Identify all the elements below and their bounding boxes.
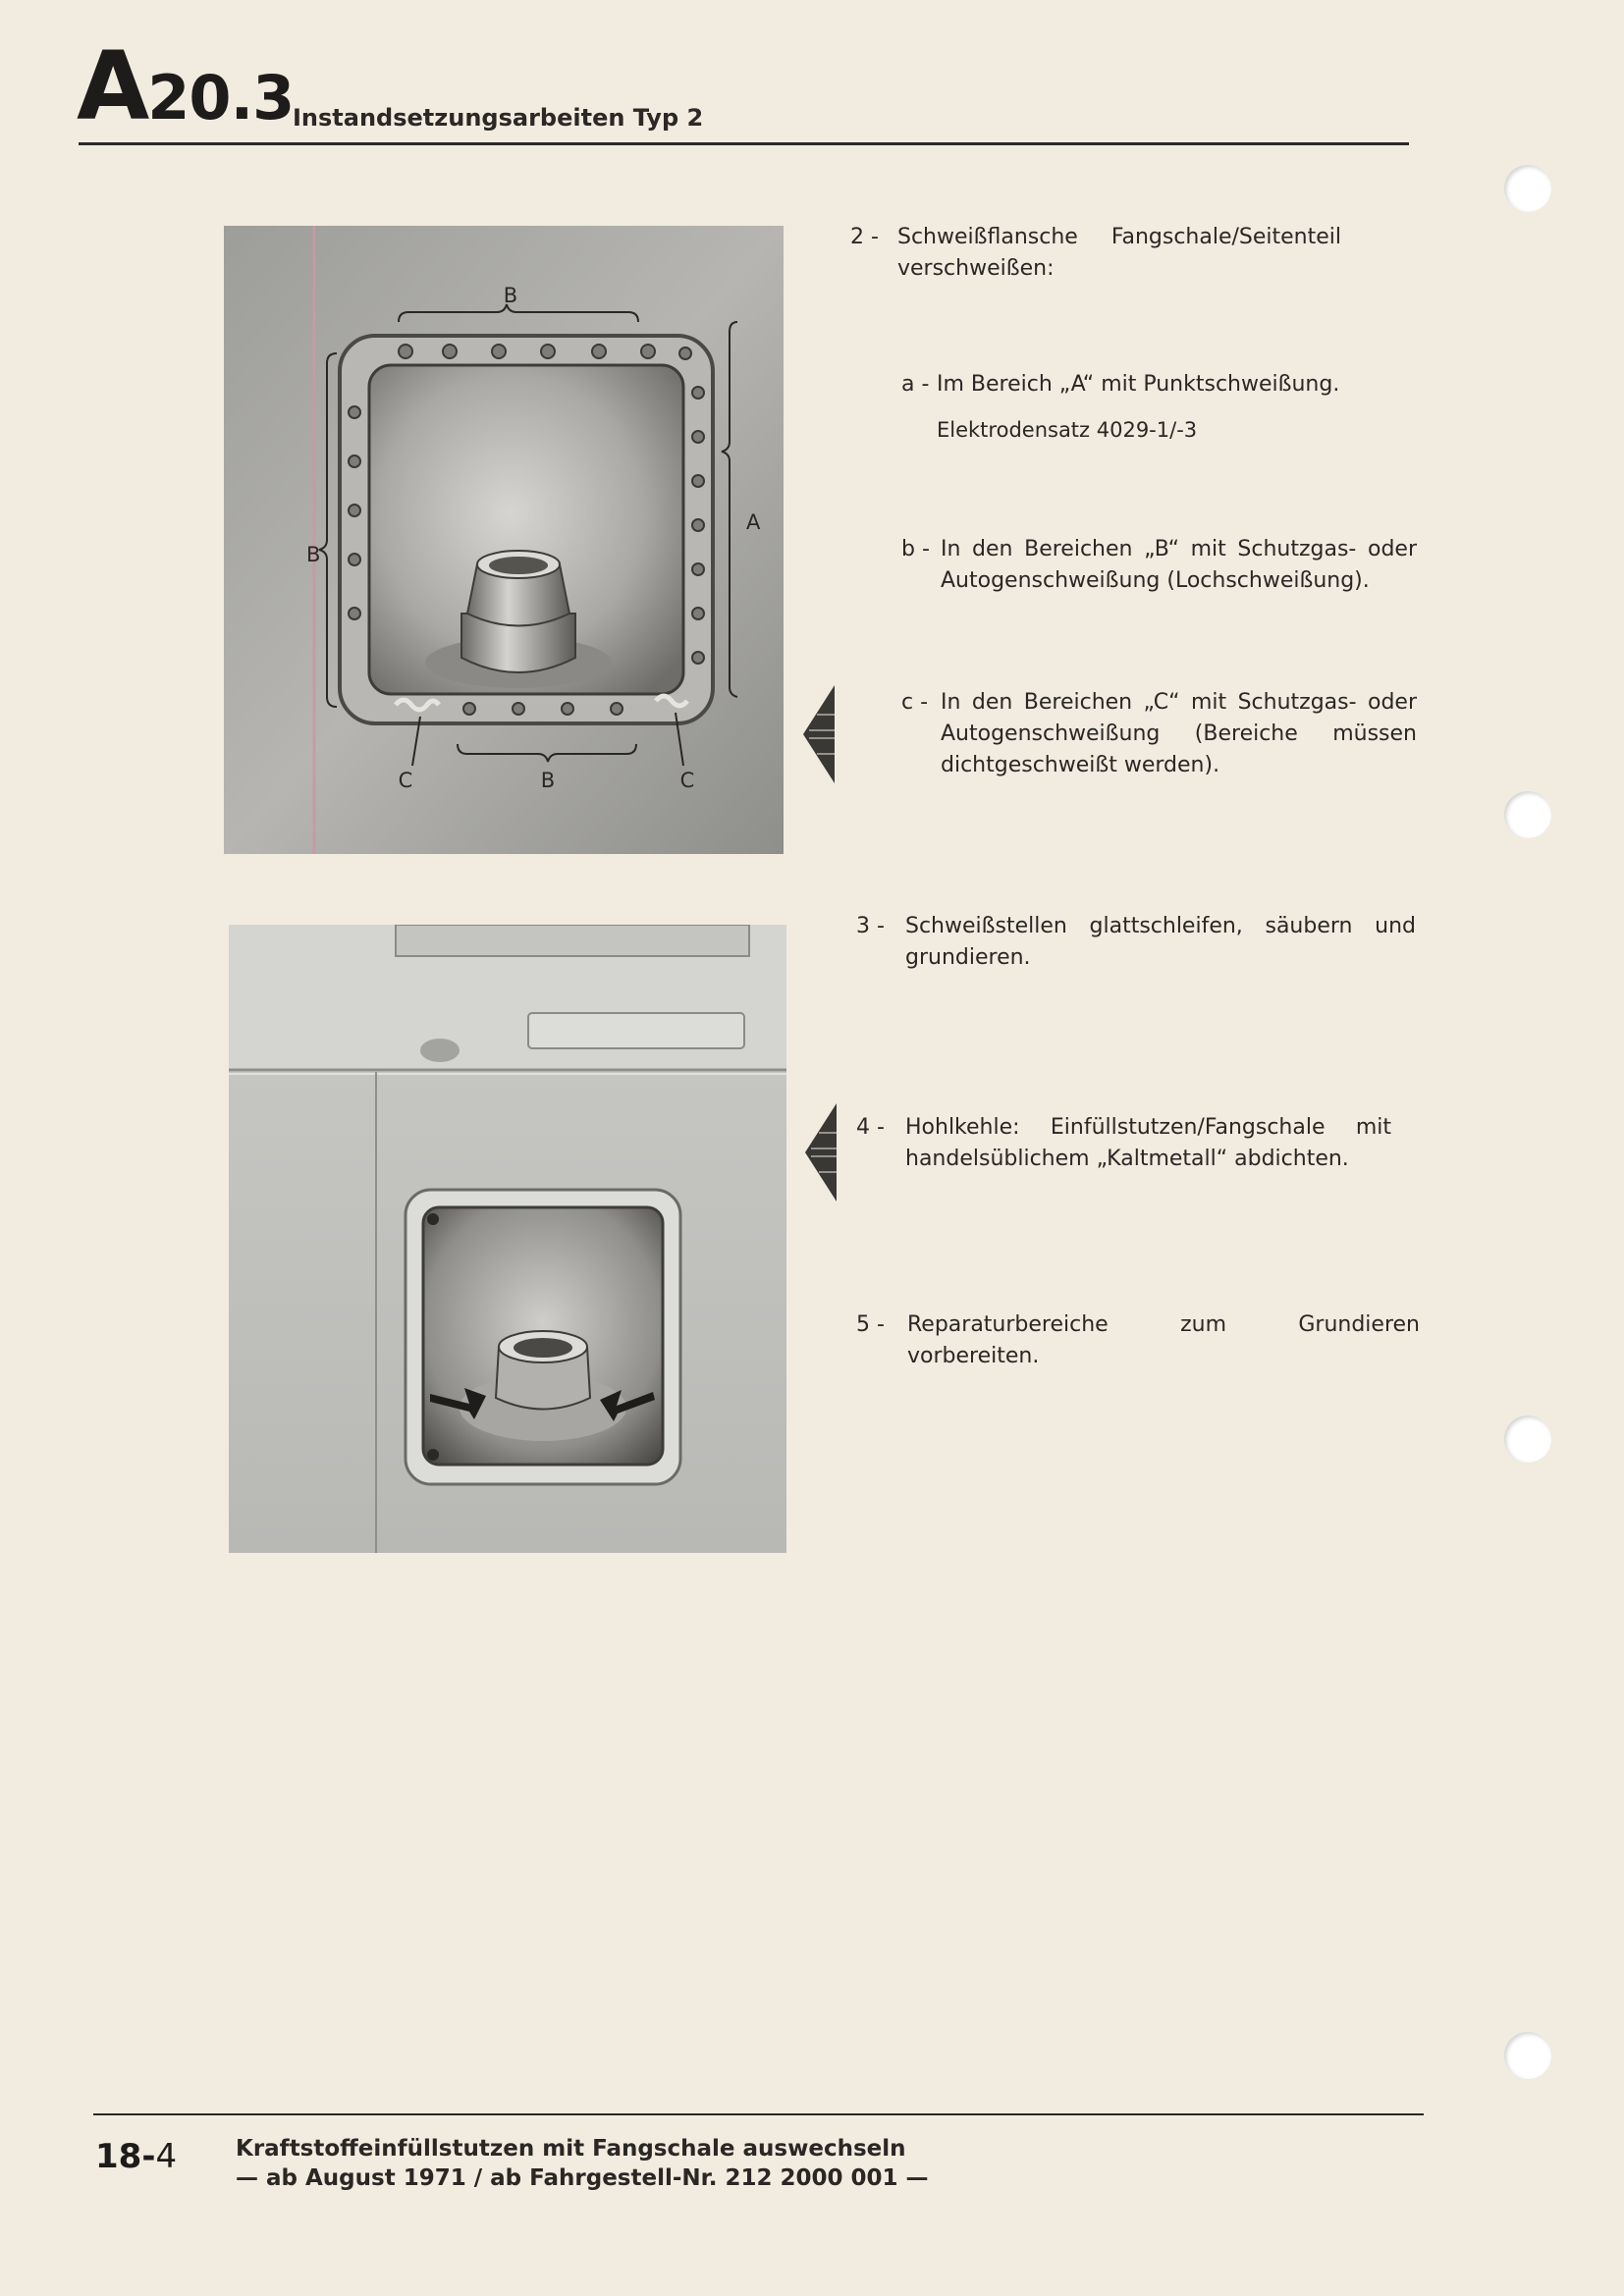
step-2a-text: Im Bereich „A“ mit Punktschweißung. [937, 372, 1340, 397]
figure1-label-c-right: C [679, 769, 695, 792]
figure1-label-b-top: B [503, 284, 518, 307]
step-3-text: Schweißstellen glattschleifen, säubern und grundieren. [905, 914, 1416, 970]
step-2c-marker: c - [901, 690, 929, 715]
step-4-number: 4 - [856, 1115, 885, 1140]
header-rule [79, 142, 1409, 145]
figure1-label-b-bottom: B [540, 769, 556, 792]
punch-hole [1504, 791, 1551, 838]
section-number: 20.3 [147, 62, 295, 133]
step-2a-marker: a - [901, 372, 930, 397]
step-4 [856, 1112, 1391, 1181]
page-number [95, 2137, 177, 2176]
section-letter: A [77, 31, 148, 141]
step-2 [850, 222, 1380, 291]
step-4-text: Hohlkehle: Einfüllstutzen/Fangschale mit handelsüblichem „Kaltmetall“ abdichten. [905, 1115, 1391, 1171]
page-title: Instandsetzungsarbeiten Typ 2 [293, 104, 704, 132]
step-2b-text: In den Bereichen „B“ mit Schutzgas- oder Autogenschweißung (Lochschweißung). [941, 537, 1417, 593]
page-number-sub: 4 [155, 2137, 178, 2176]
step-2c-text: In den Bereichen „C“ mit Schutzgas- oder Autogenschweißung (Bereiche müssen dichtgeschweißt werden). [941, 690, 1417, 777]
step-5 [856, 1309, 1421, 1378]
figure1-label-b-left: B [306, 543, 321, 566]
figure-fangschale-welding [224, 226, 784, 854]
step-2-number: 2 - [850, 225, 879, 249]
figure1-label-c-left: C [398, 769, 413, 792]
step-2b-marker: b - [901, 537, 930, 561]
page-number-main: 18- [95, 2137, 156, 2176]
step-3 [856, 911, 1416, 980]
step-2b [901, 534, 1417, 603]
footer-rule [93, 2113, 1424, 2115]
step-2-text: Schweißflansche Fangschale/Seitenteil verschweißen: [897, 225, 1341, 281]
section-code [77, 31, 295, 141]
step-3-number: 3 - [856, 914, 885, 938]
step-pointer-4 [805, 1103, 837, 1201]
figure1-label-a: A [746, 510, 761, 534]
punch-hole [1504, 1415, 1551, 1463]
footer-subtitle: — ab August 1971 / ab Fahrgestell-Nr. 212 2000 001 — [236, 2165, 929, 2191]
step-2a-note: Elektrodensatz 4029-1/-3 [937, 418, 1198, 442]
step-2c [901, 687, 1417, 785]
step-pointer-2c [803, 685, 835, 783]
punch-hole [1504, 165, 1551, 212]
figure-kaltmetall-sealing [229, 925, 786, 1553]
step-2a [901, 369, 1412, 448]
punch-hole [1504, 2032, 1551, 2079]
step-5-text: Reparaturbereiche zum Grundieren vorbereiten. [907, 1312, 1420, 1368]
footer-title: Kraftstoffeinfüllstutzen mit Fangschale auswechseln [236, 2136, 906, 2162]
step-5-number: 5 - [856, 1312, 885, 1337]
